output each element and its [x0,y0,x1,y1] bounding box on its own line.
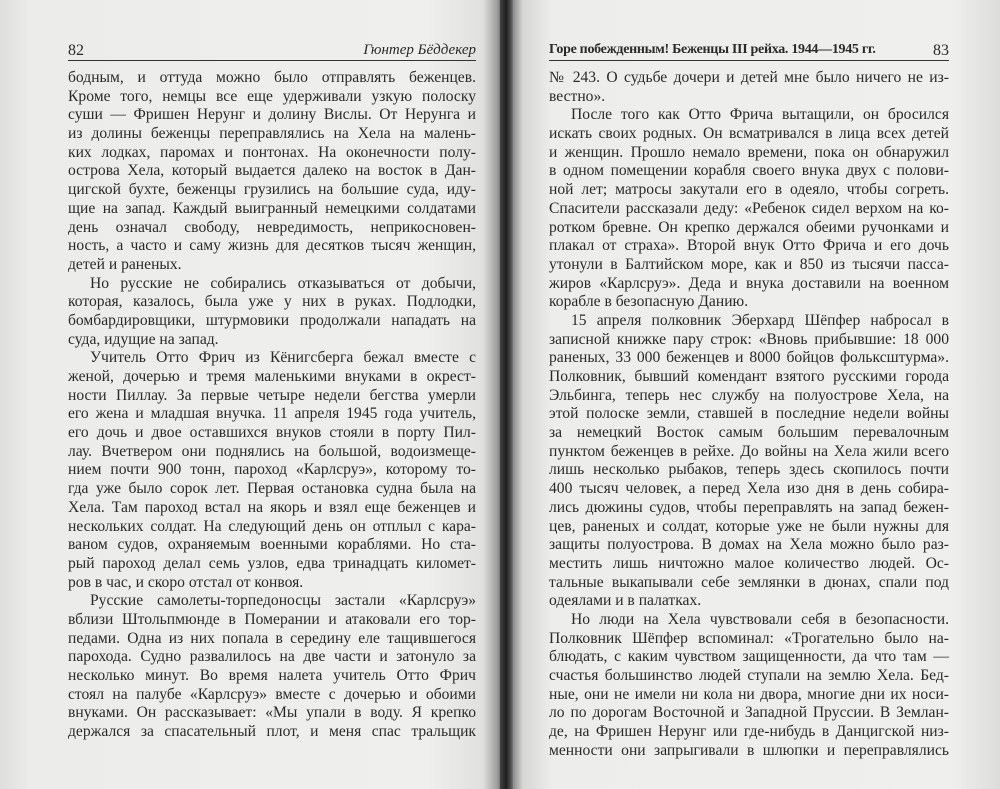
text-line: вестно». [549,87,606,105]
text-line: суда, идущие на запад. [68,330,219,348]
text-line: блюдать, с каким чувством защищенности, да что там — [549,648,949,666]
text-line: день означал свободу, невредимость, неприкосновен- [68,218,476,236]
text-line: внуками. Он рассказывает: «Мы упали в воду. Я крепко [68,704,476,722]
text-line: лись дюжины судов, чтобы переправлять на запад бежен- [549,498,949,516]
text-line: щие на запад. Каждый выигранный немецкими солдатами [68,199,476,217]
text-line: утонули в Балтийском море, как и 850 из тысячи пасса- [549,255,949,273]
text-line: и женщин. Прошло немало времени, пока он обнаружил [549,143,949,161]
text-line: ваном судов, охраняемым военными кораблями. Но ста- [68,536,476,554]
paragraph [549,312,949,611]
running-title-chapter: Горе побежденным! Беженцы III рейха. 1944—1945 гг. [549,42,876,57]
paragraph [549,69,949,106]
text-line: в одном помещении корабля своего внука двух с полови- [549,162,949,180]
text-line: ности Пиллау. За первые четыре недели бегства умерли [68,386,476,404]
text-line: детей и раненых. [68,255,182,273]
paragraph [68,275,476,350]
running-title-author: Гюнтер Бёддекер [363,42,476,58]
text-line: женой, дочерью и тремя маленькими внуками в окрест- [68,368,476,385]
text-line: После того как Отто Фрича вытащили, он бросился [571,106,949,124]
text-line: нескольких солдат. На следующий день он отплыл с кара- [68,517,476,535]
text-line: № 243. О судьбе дочери и детей мне было ничего не из- [549,69,949,86]
text-line: раненых, 33 000 беженцев и 8000 бойцов фольксштурма». [549,349,949,367]
text-line: вблизи Штольпмюнде в Померании и атаковали его тор- [68,610,476,628]
text-line: Эльбинга, теперь нес службу на полуострове Хела, на [549,386,949,404]
text-line: лишь несколько рыбаков, теперь здесь скопилось почти [549,461,949,479]
page-number: 83 [933,42,949,59]
text-line: плакал от страха». Второй внук Отто Фрича и его дочь [549,237,949,255]
text-line: гда уже было сорок лет. Первая остановка судна была на [68,480,476,498]
text-line: бомбардировщики, штурмовики продолжали нападать на [68,311,476,329]
text-line: Спасители рассказали деду: «Ребенок сидел верхом на ко- [549,199,949,217]
text-line: искать своих родных. Он всматривался в лица всех детей [549,125,949,143]
text-line: из долины беженцы переправлялись на Хела на малень- [68,125,476,143]
text-line: бодным, и оттуда можно было отправлять беженцев. [68,69,476,86]
text-line: ной лет; матросы закутали его в одеяло, чтобы согреть. [549,181,949,199]
text-line: острова Хела, который выдается далеко на восток в Дан- [68,162,476,180]
right-page [513,0,1000,789]
text-line: его дочь и двое оставшихся внуков стояли в порту Пил- [68,424,476,442]
text-line: за немецкий Восток самым большим перевалочным [549,424,949,442]
text-line: Кроме того, немцы все еще удерживали узкую полоску [68,87,476,105]
text-line: защиты полуострова. В домах на Хела можно было раз- [549,536,949,554]
text-line: его жена и младшая внучка. 11 апреля 1945 года учитель, [68,405,476,423]
text-line: пунктом беженцев в рейхе. До войны на Хела жили всего [549,442,949,460]
text-line: парохода. Судно развалилось на две части и затонуло за [68,648,476,666]
text-line: ность, а часто и саму жизнь для десятков тысяч женщин, [68,237,476,255]
text-line: Но русские не собирались отказываться от добычи, [90,274,476,292]
text-line: Хела. Там пароход встал на якорь и взял еще беженцев и [68,498,476,516]
text-line: несколько минут. Во время налета учитель Отто Фрич [68,667,476,684]
text-line: корабле в безопасную Данию. [549,293,749,311]
text-line: де, на Фришен Нерунг или где-нибудь в Данцигской низ- [549,723,949,741]
text-line: менности они запрыгивали в шлюпки и переправлялись [549,741,949,759]
text-line: Полковник, бывший комендант взятого русскими города [549,368,949,385]
text-line: ные, они не имели ни кола ни двора, многие дни их носи- [549,685,949,703]
page-body-text [68,69,476,742]
text-line: которая, казалось, была уже у них в руках. Подлодки, [68,293,476,311]
page-number: 82 [68,42,84,59]
paragraph [68,349,476,592]
text-line: цигской бухте, беженцы грузились на большие суда, иду- [68,181,476,199]
text-line: Русские самолеты-торпедоносцы застали «Карлсруэ» [90,592,476,610]
text-line: Учитель Отто Фрич из Кёнигсберга бежал вместе с [90,349,476,367]
text-line: местить лишь ничтожно малое количество людей. Ос- [549,554,949,572]
text-line: 15 апреля полковник Эберхард Шёпфер набросал в [571,311,949,329]
text-line: счастья большинство людей ступали на землю Хела. Бед- [549,667,949,684]
text-line: Но люди на Хела чувствовали себя в безопасности. [571,610,949,628]
text-line: жиров «Карлсруэ». Деда и внука доставили на военном [549,274,949,292]
paragraph [549,611,949,761]
text-line: ло по дорогам Восточной и Западной Пруссии. В Землан- [549,704,949,722]
text-line: нием почти 900 тонн, пароход «Карлсруэ», которому то- [68,461,476,479]
paragraph [68,592,476,742]
text-line: ротком бревне. Он крепко держался обеими ручонками и [549,218,949,236]
text-line: ких лодках, паромах и понтонах. На оконечности полу- [68,143,476,161]
text-line: 400 тысяч человек, а перед Хела изо дня в день собира- [549,480,949,498]
text-line: записной книжке пару строк: «Вновь прибывшие: 18 000 [549,330,949,348]
text-line: тальные выкапывали себе землянки в дюнах, спали под [549,573,949,591]
text-line: одеялами и в палатках. [549,592,702,610]
text-line: педами. Одна из них попала в середину еле тащившегося [68,629,476,647]
page-header [68,40,476,61]
text-line: суши — Фришен Нерунг и долину Вислы. От Нерунга и [68,106,476,124]
text-line: рый пароход делал семь узлов, едва тринадцать километ- [68,554,476,572]
paragraph [549,106,949,312]
page-header [549,40,949,61]
text-line: держался за спасательный плот, и меня спас тральщик [68,723,476,741]
text-line: стоял на палубе «Карлсруэ» вместе с дочерью и обоими [68,685,476,703]
text-line: Полковник Шёпфер вспоминал: «Трогательно было на- [549,629,949,647]
paragraph [68,69,476,275]
page-body-text [549,69,949,760]
text-line: этой полоске земли, ставшей в последние недели войны [549,405,949,423]
text-line: ров в час, и скоро отстал от конвоя. [68,573,304,591]
text-line: цев, раненых и солдат, которые уже не были нужны для [549,517,949,535]
text-line: лау. Вчетвером они поднялись на большой, водоизмеще- [68,442,476,460]
